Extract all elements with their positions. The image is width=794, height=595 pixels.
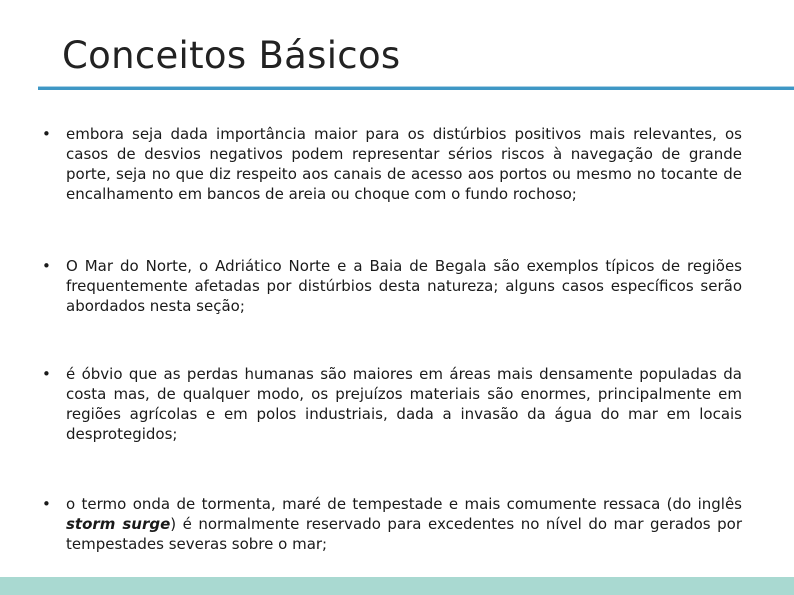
bullet-item-2	[42, 256, 742, 316]
bullet-text-4-emphasis: storm surge	[66, 515, 171, 533]
bullet-text-1: embora seja dada importância maior para os distúrbios positivos mais relevantes, os casos de desvios negativos podem representar sérios riscos à navegação de grande porte, seja no que diz respeito aos canais de acesso aos portos ou mesmo no tocante de encalhamento em bancos de areia ou choque com o fundo rochoso;	[66, 125, 742, 203]
title-underline	[38, 86, 794, 90]
bullet-text-4	[66, 494, 742, 554]
bullet-item-3	[42, 364, 742, 444]
bullet-text-3: é óbvio que as perdas humanas são maiores em áreas mais densamente populadas da costa mas, de qualquer modo, os prejuízos materiais são enormes, principalmente em regiões agrícolas e em polos industriais, dada a invasão da água do mar em locais desprotegidos;	[66, 365, 742, 443]
bullet-dot-icon: •	[42, 365, 51, 383]
bullet-item-4	[42, 494, 742, 554]
footer-bar	[0, 577, 794, 595]
bullet-item-1	[42, 124, 742, 204]
title-underline-main	[38, 87, 794, 90]
slide-title: Conceitos Básicos	[62, 34, 401, 77]
bullet-dot-icon: •	[42, 495, 51, 513]
bullet-text-2: O Mar do Norte, o Adriático Norte e a Baia de Begala são exemplos típicos de regiões frequentemente afetadas por distúrbios desta natureza; alguns casos específicos serão abordados nesta seção;	[66, 257, 742, 315]
bullet-dot-icon: •	[42, 257, 51, 275]
bullet-text-4-after: ) é normalmente reservado para excedentes no nível do mar gerados por tempestades severas sobre o mar;	[66, 515, 742, 553]
bullet-text-4-before: o termo onda de tormenta, maré de tempestade e mais comumente ressaca (do inglês	[66, 495, 742, 513]
bullet-dot-icon: •	[42, 125, 51, 143]
